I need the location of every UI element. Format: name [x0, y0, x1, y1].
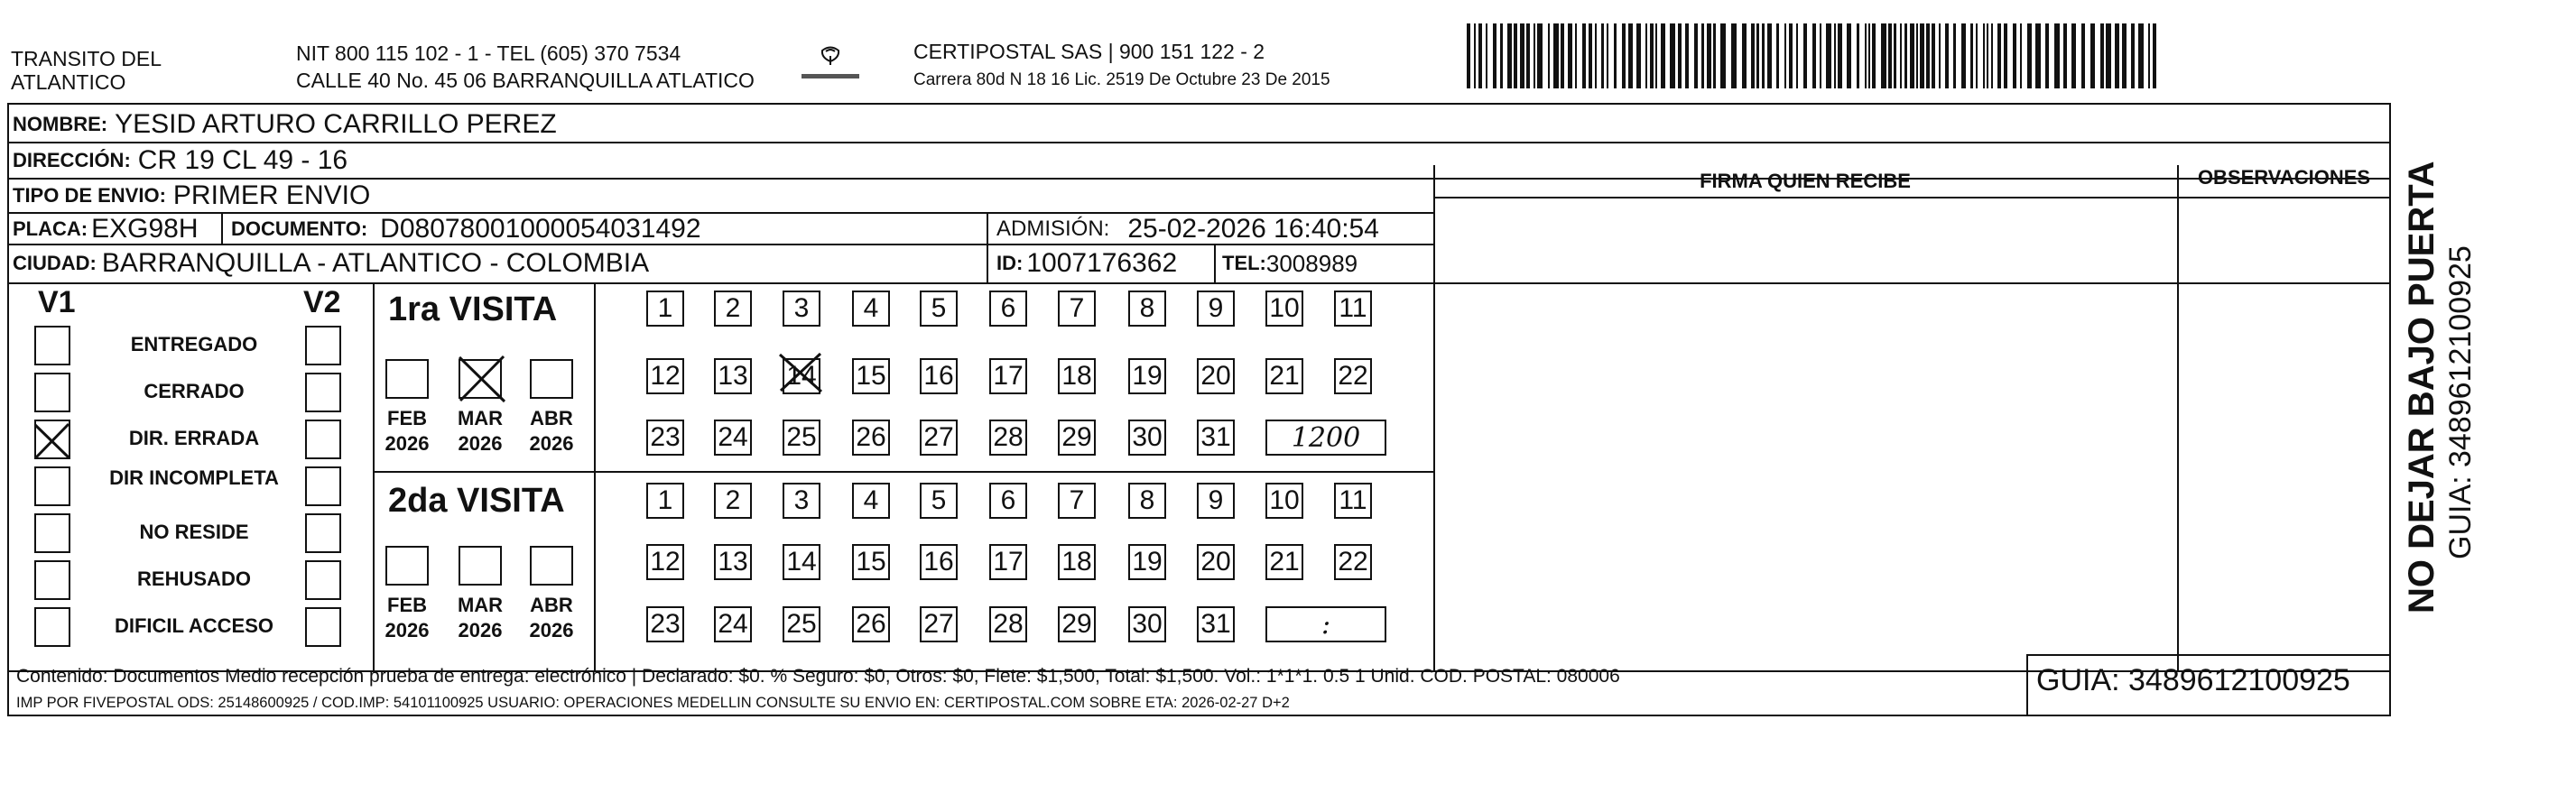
nombre-label: NOMBRE:	[13, 113, 108, 135]
placa-row	[13, 214, 199, 245]
visit-2-day-8[interactable]: 8	[1128, 483, 1166, 519]
month-name: FEB	[387, 594, 427, 616]
sender-contact	[296, 42, 755, 92]
visit-2-month-mar-label	[449, 593, 512, 643]
visit-1-day-20[interactable]: 20	[1197, 358, 1235, 394]
visit-1-day-19[interactable]: 19	[1128, 358, 1166, 394]
observaciones-header: OBSERVACIONES	[2197, 166, 2371, 189]
direccion-label: DIRECCIÓN:	[13, 149, 131, 171]
visit-2-day-5[interactable]: 5	[920, 483, 958, 519]
status-label-no-reside: NO RESIDE	[139, 521, 249, 543]
documento-value: D08078001000054031492	[380, 214, 701, 244]
sender-line-1: TRANSITO DEL	[11, 47, 162, 70]
footer-imp-line: IMP POR FIVEPOSTAL ODS: 25148600925 / COD.IMP: 54101100925 USUARIO: OPERACIONES MEDELLIN CONSULTE SU ENVIO EN: CERTIPOSTAL.COM SOBRE ETA: 2026-02-27 D+2	[16, 695, 1290, 711]
id-value: 1007176362	[1026, 248, 1178, 278]
visit-2-day-16[interactable]: 16	[920, 544, 958, 580]
visit-2-day-4[interactable]: 4	[852, 483, 890, 519]
month-name: MAR	[457, 407, 504, 429]
visit-2-day-26[interactable]: 26	[852, 606, 890, 642]
visit-1-day-11[interactable]: 11	[1334, 291, 1372, 327]
month-name: ABR	[530, 594, 573, 616]
visit-2-day-31[interactable]: 31	[1197, 606, 1235, 642]
nit-line: NIT 800 115 102 - 1 - TEL (605) 370 7534	[296, 42, 681, 65]
visit-2-day-17[interactable]: 17	[989, 544, 1027, 580]
status-label-rehusado: REHUSADO	[137, 567, 251, 590]
visit-1-day-3[interactable]: 3	[783, 291, 820, 327]
documento-label: DOCUMENTO:	[231, 217, 368, 240]
status-label-cerrado: CERRADO	[144, 380, 245, 402]
direccion-value: CR 19 CL 49 - 16	[137, 145, 348, 175]
visit-1-day-29[interactable]: 29	[1058, 420, 1096, 456]
visit-2-day-1[interactable]: 1	[646, 483, 684, 519]
address-line: CALLE 40 No. 45 06 BARRANQUILLA ATLATICO	[296, 69, 755, 92]
tipo-value: PRIMER ENVIO	[172, 180, 371, 210]
barcode-icon	[1467, 23, 2162, 88]
visit-1-day-6[interactable]: 6	[989, 291, 1027, 327]
documento-row	[231, 214, 701, 245]
id-label: ID:	[996, 252, 1024, 274]
admision-label: ADMISIÓN:	[996, 217, 1110, 241]
visit-2-month-mar-box[interactable]	[459, 546, 502, 586]
visit-1-day-13[interactable]: 13	[714, 358, 752, 394]
direccion-row	[13, 144, 347, 177]
visit-2-day-14[interactable]: 14	[783, 544, 820, 580]
nombre-value: YESID ARTURO CARRILLO PEREZ	[115, 109, 557, 139]
footer-guia: GUIA: 3489612100925	[2036, 663, 2350, 697]
visit-1-day-15[interactable]: 15	[852, 358, 890, 394]
visit-1-day-28[interactable]: 28	[989, 420, 1027, 456]
visit-1-day-23[interactable]: 23	[646, 420, 684, 456]
id-row	[996, 247, 1177, 280]
admision-row	[996, 214, 1379, 245]
month-name: FEB	[387, 407, 427, 429]
visit-2-day-3[interactable]: 3	[783, 483, 820, 519]
visit-2-day-19[interactable]: 19	[1128, 544, 1166, 580]
visit-1-day-25[interactable]: 25	[783, 420, 820, 456]
visit-2-day-23[interactable]: 23	[646, 606, 684, 642]
tel-row	[1222, 247, 1357, 280]
status-label-entregado: ENTREGADO	[130, 333, 258, 355]
v1-label: V1	[38, 285, 76, 319]
visit-1-time-box[interactable]: 1200	[1265, 420, 1386, 456]
visit-2-day-21[interactable]: 21	[1265, 544, 1303, 580]
company-line: CERTIPOSTAL SAS | 900 151 122 - 2	[913, 40, 1265, 63]
visit-1-month-feb-label	[375, 406, 439, 457]
placa-label: PLACA:	[13, 217, 88, 240]
visit-2-day-22[interactable]: 22	[1334, 544, 1372, 580]
status-label-dificil-acceso: DIFICIL ACCESO	[114, 614, 273, 637]
admision-value: 25-02-2026 16:40:54	[1127, 214, 1379, 244]
license-line: Carrera 80d N 18 16 Lic. 2519 De Octubre 23 De 2015	[913, 70, 1330, 89]
certipostal-logo-icon	[798, 42, 863, 87]
tel-value: 3008989	[1265, 249, 1358, 277]
visit-1-month-feb-box[interactable]	[385, 359, 429, 399]
visit-2-day-25[interactable]: 25	[783, 606, 820, 642]
tipo-label: TIPO DE ENVIO:	[13, 184, 166, 207]
visit-2-day-18[interactable]: 18	[1058, 544, 1096, 580]
placa-value: EXG98H	[91, 214, 199, 244]
month-year: 2026	[529, 619, 574, 641]
visit-2-day-9[interactable]: 9	[1197, 483, 1235, 519]
visit-1-title: 1ra VISITA	[388, 291, 558, 328]
visit-1-day-10[interactable]: 10	[1265, 291, 1303, 327]
visit-2-day-20[interactable]: 20	[1197, 544, 1235, 580]
visit-2-day-24[interactable]: 24	[714, 606, 752, 642]
tipo-row	[13, 180, 370, 212]
visit-1-day-27[interactable]: 27	[920, 420, 958, 456]
side-warning: NO DEJAR BAJO PUERTA	[2402, 161, 2442, 614]
visit-2-day-10[interactable]: 10	[1265, 483, 1303, 519]
visit-1-day-21[interactable]: 21	[1265, 358, 1303, 394]
visit-2-day-13[interactable]: 13	[714, 544, 752, 580]
ciudad-value: BARRANQUILLA - ATLANTICO - COLOMBIA	[101, 248, 650, 278]
ciudad-label: CIUDAD:	[13, 252, 97, 274]
visit-2-day-27[interactable]: 27	[920, 606, 958, 642]
company-info	[913, 40, 1330, 92]
nombre-row	[13, 108, 557, 141]
status-label-dir-errada: DIR. ERRADA	[128, 427, 260, 449]
visit-1-day-1[interactable]: 1	[646, 291, 684, 327]
tel-label: TEL:	[1222, 252, 1266, 274]
visit-1-day-18[interactable]: 18	[1058, 358, 1096, 394]
visit-2-day-30[interactable]: 30	[1128, 606, 1166, 642]
visit-2-day-28[interactable]: 28	[989, 606, 1027, 642]
sender-line-2: ATLANTICO	[11, 70, 126, 94]
month-year: 2026	[529, 432, 574, 455]
visit-1-day-12[interactable]: 12	[646, 358, 684, 394]
month-year: 2026	[458, 432, 503, 455]
visit-2-month-abr-box[interactable]	[530, 546, 573, 586]
visit-1-day-8[interactable]: 8	[1128, 291, 1166, 327]
visit-1-day-26[interactable]: 26	[852, 420, 890, 456]
visit-1-month-abr-box[interactable]	[530, 359, 573, 399]
month-year: 2026	[458, 619, 503, 641]
visit-2-month-abr-label	[520, 593, 583, 643]
status-label-dir-incompleta: DIR INCOMPLETA	[109, 466, 279, 489]
footer-contenido: Contenido: Documentos Medio recepción prueba de entrega: electrónico | Declarado: $0. % Seguro: $0, Otros: $0, Flete: $1,500, Total: $1,500. Vol.: 1*1*1. 0.5 1 Unid. COD. POSTAL: 080006	[16, 666, 1620, 687]
visit-2-month-feb-box[interactable]	[385, 546, 429, 586]
visit-1-day-22[interactable]: 22	[1334, 358, 1372, 394]
visit-2-day-11[interactable]: 11	[1334, 483, 1372, 519]
visit-1-day-7[interactable]: 7	[1058, 291, 1096, 327]
ciudad-row	[13, 247, 649, 280]
visit-1-month-abr-label	[520, 406, 583, 457]
visit-1-day-2[interactable]: 2	[714, 291, 752, 327]
visit-1-day-4[interactable]: 4	[852, 291, 890, 327]
firma-header: FIRMA QUIEN RECIBE	[1700, 170, 1911, 192]
side-text	[2401, 161, 2479, 614]
v2-label: V2	[303, 285, 341, 319]
visit-2-day-12[interactable]: 12	[646, 544, 684, 580]
visit-2-time-box[interactable]: :	[1265, 606, 1386, 642]
visit-1-month-mar-label	[449, 406, 512, 457]
visit-2-day-7[interactable]: 7	[1058, 483, 1096, 519]
visit-1-day-30[interactable]: 30	[1128, 420, 1166, 456]
visit-1-day-16[interactable]: 16	[920, 358, 958, 394]
visit-2-day-6[interactable]: 6	[989, 483, 1027, 519]
visit-1-day-5[interactable]: 5	[920, 291, 958, 327]
month-year: 2026	[385, 432, 430, 455]
month-name: ABR	[530, 407, 573, 429]
visit-1-day-31[interactable]: 31	[1197, 420, 1235, 456]
visit-1-day-9[interactable]: 9	[1197, 291, 1235, 327]
visit-2-day-29[interactable]: 29	[1058, 606, 1096, 642]
visit-1-month-mar-box[interactable]	[459, 359, 502, 399]
month-year: 2026	[385, 619, 430, 641]
visit-1-day-17[interactable]: 17	[989, 358, 1027, 394]
month-name: MAR	[457, 594, 504, 616]
visit-1-day-24[interactable]: 24	[714, 420, 752, 456]
side-guia: GUIA: 3489612100925	[2443, 245, 2478, 559]
visit-2-day-2[interactable]: 2	[714, 483, 752, 519]
visit-2-month-feb-label	[375, 593, 439, 643]
sender	[11, 47, 162, 94]
visit-1-day-14[interactable]: 14	[783, 358, 820, 394]
visit-2-day-15[interactable]: 15	[852, 544, 890, 580]
visit-2-title: 2da VISITA	[388, 482, 565, 520]
